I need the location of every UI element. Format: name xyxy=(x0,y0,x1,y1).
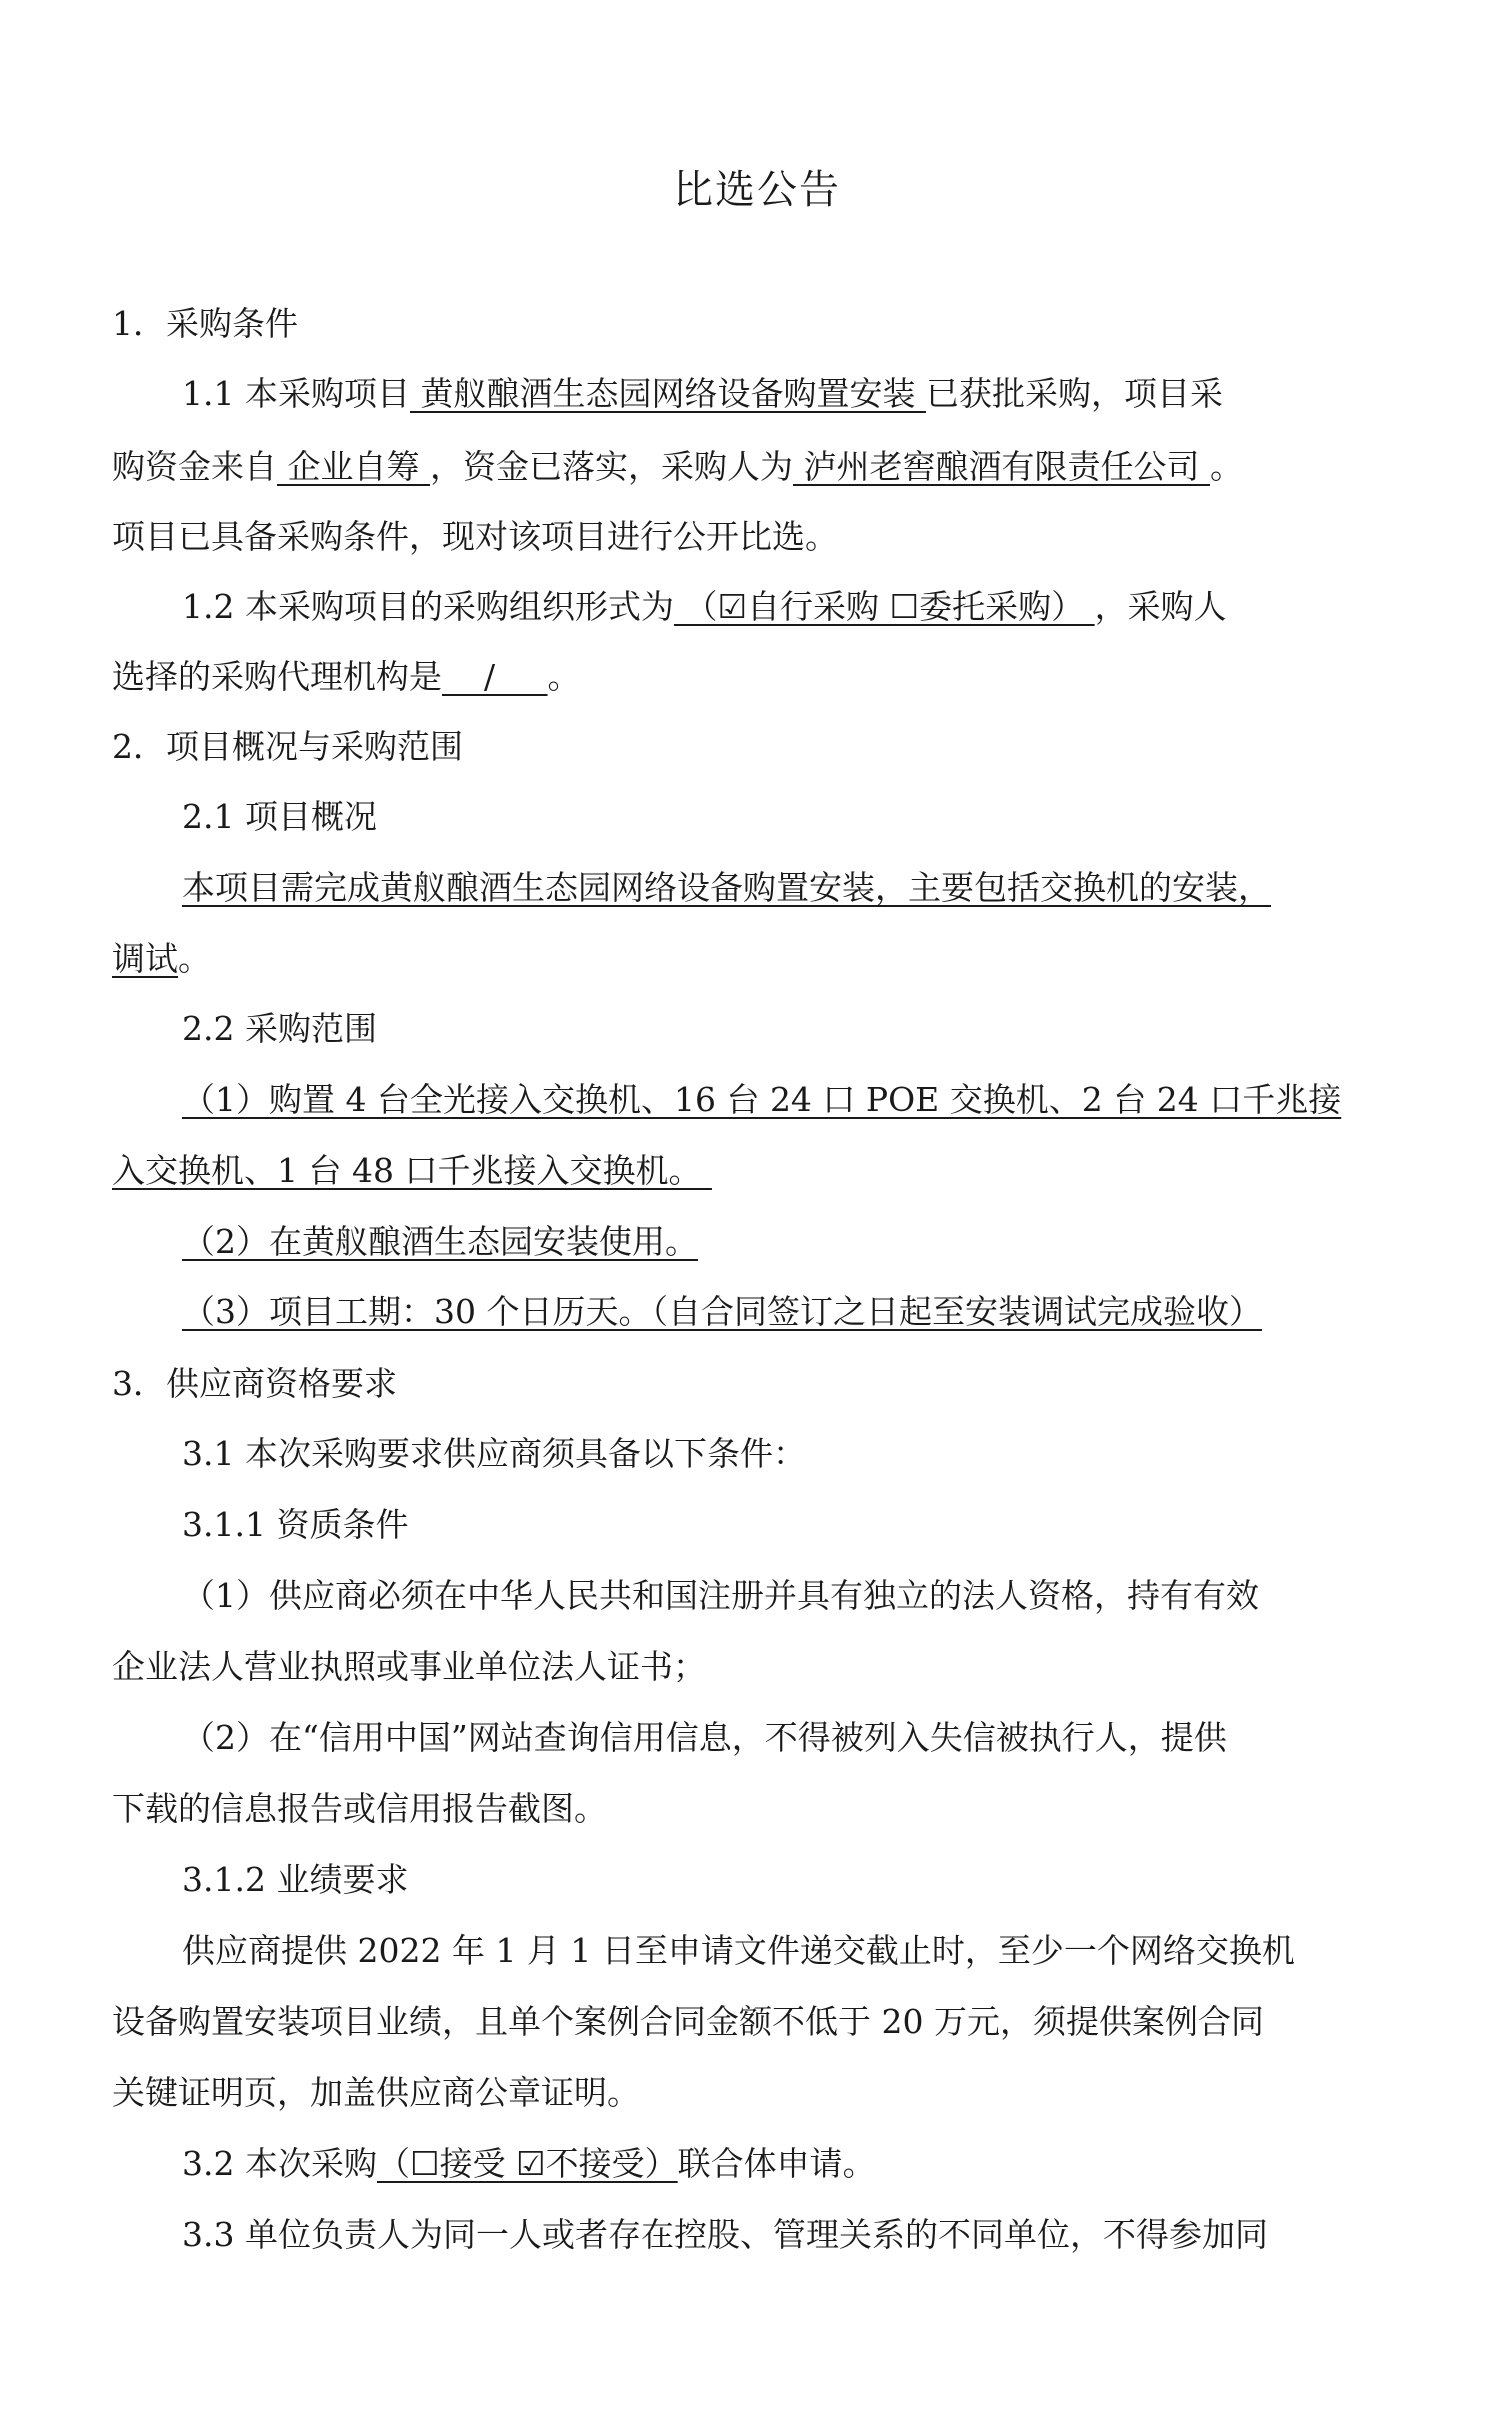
project-overview-line-1: 本项目需完成黄舣酿酒生态园网络设备购置安装，主要包括交换机的安装， xyxy=(182,868,1271,907)
scope-item-2: （2）在黄舣酿酒生态园安装使用。 xyxy=(182,1222,698,1261)
performance-line-1: 供应商提供 2022 年 1 月 1 日至申请文件递交截止时，至少一个网络交换机 xyxy=(182,1931,1295,1970)
paragraph-1-1-line-1: 1.1 本采购项目 黄舣酿酒生态园网络设备购置安装 已获批采购，项目采 xyxy=(182,374,1223,413)
procurement-form-options: （☑自行采购 ☐委托采购） xyxy=(673,587,1095,626)
project-name-field: 黄舣酿酒生态园网络设备购置安装 xyxy=(409,374,926,413)
agency-field: / xyxy=(442,657,548,696)
consortium-options: （☐接受 ☑不接受） xyxy=(376,2144,678,2183)
subsection-3-3: 3.3 单位负责人为同一人或者存在控股、管理关系的不同单位，不得参加同 xyxy=(182,2215,1268,2254)
subsection-2-1-heading: 2.1 项目概况 xyxy=(182,797,377,836)
scope-item-3: （3）项目工期：30 个日历天。（自合同签订之日起至安装调试完成验收） xyxy=(182,1292,1262,1331)
purchaser-field: 泸州老窖酿酒有限责任公司 xyxy=(792,447,1210,486)
subsection-2-2-heading: 2.2 采购范围 xyxy=(182,1009,377,1048)
qualification-1-line-2: 企业法人营业执照或事业单位法人证书； xyxy=(112,1647,706,1686)
project-overview-line-2: 调试。 xyxy=(112,939,211,978)
paragraph-1-1-line-3: 项目已具备采购条件，现对该项目进行公开比选。 xyxy=(112,517,838,556)
paragraph-1-2-line-2: 选择的采购代理机构是 / 。 xyxy=(112,657,581,696)
section-3-heading: 3．供应商资格要求 xyxy=(112,1364,397,1403)
performance-line-3: 关键证明页，加盖供应商公章证明。 xyxy=(112,2073,640,2112)
qualification-1-line-1: （1）供应商必须在中华人民共和国注册并具有独立的法人资格，持有有效 xyxy=(182,1576,1259,1615)
paragraph-1-2-line-1: 1.2 本采购项目的采购组织形式为 （☑自行采购 ☐委托采购） ，采购人 xyxy=(182,587,1227,626)
subsection-3-2: 3.2 本次采购（☐接受 ☑不接受）联合体申请。 xyxy=(182,2144,876,2183)
fund-source-field: 企业自筹 xyxy=(277,447,430,486)
qualification-2-line-2: 下载的信息报告或信用报告截图。 xyxy=(112,1789,607,1828)
paragraph-1-1-line-2: 购资金来自 企业自筹 ，资金已落实，采购人为 泸州老窖酿酒有限责任公司 。 xyxy=(112,447,1243,486)
document-title: 比选公告 xyxy=(673,167,841,213)
qualification-2-line-1: （2）在“信用中国”网站查询信用信息，不得被列入失信被执行人，提供 xyxy=(182,1718,1227,1757)
subsection-3-1-1-heading: 3.1.1 资质条件 xyxy=(182,1505,409,1544)
section-1-heading: 1．采购条件 xyxy=(112,304,298,343)
section-2-heading: 2．项目概况与采购范围 xyxy=(112,727,463,766)
scope-item-1-line-1: （1）购置 4 台全光接入交换机、16 台 24 口 POE 交换机、2 台 24 口千兆接 xyxy=(182,1080,1342,1119)
performance-line-2: 设备购置安装项目业绩，且单个案例合同金额不低于 20 万元，须提供案例合同 xyxy=(112,2002,1264,2041)
subsection-3-1: 3.1 本次采购要求供应商须具备以下条件： xyxy=(182,1434,806,1473)
subsection-3-1-2-heading: 3.1.2 业绩要求 xyxy=(182,1860,409,1899)
scope-item-1-line-2: 入交换机、1 台 48 口千兆接入交换机。 xyxy=(112,1151,712,1190)
